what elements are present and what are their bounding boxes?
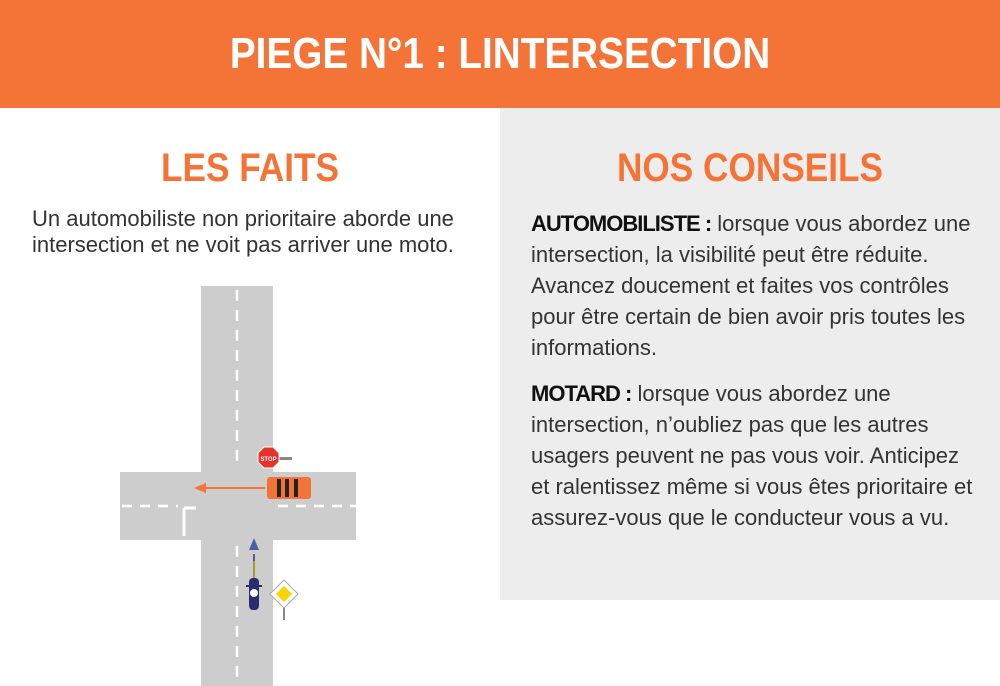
rider-label: MOTARD : [531,381,632,406]
advice-driver [531,208,981,363]
stop-sign-icon [258,447,292,468]
driver-text: lorsque vous abordez une intersection, la visibilité peut être réduite. Avancez doucement et faites vos contrôles pour être certain de bien avoir pris toutes les informations. [531,211,971,360]
advice-title: NOS CONSEILS [616,146,883,190]
advice-rider [531,378,981,533]
page-title: PIEGE N°1 : LINTERSECTION [229,29,771,78]
header-banner [0,0,1000,108]
priority-road-sign-icon [270,580,298,620]
advice-panel [500,108,1000,600]
driver-label: AUTOMOBILISTE : [531,211,712,236]
facts-title: LES FAITS [161,146,339,190]
stop-sign-label: STOP [260,457,277,463]
car-icon [267,477,311,499]
intersection-diagram [120,286,356,686]
rider-text: lorsque vous abordez une intersection, n’oubliez pas que les autres usagers peuvent ne pas vous voir. Anticipez et ralentissez même si vous êtes prioritaire et assurez-vous que le conducteur vous a vu. [531,381,973,530]
facts-text: Un automobiliste non prioritaire aborde une intersection et ne voit pas arriver une moto. [32,206,454,257]
facts-panel [0,108,500,600]
